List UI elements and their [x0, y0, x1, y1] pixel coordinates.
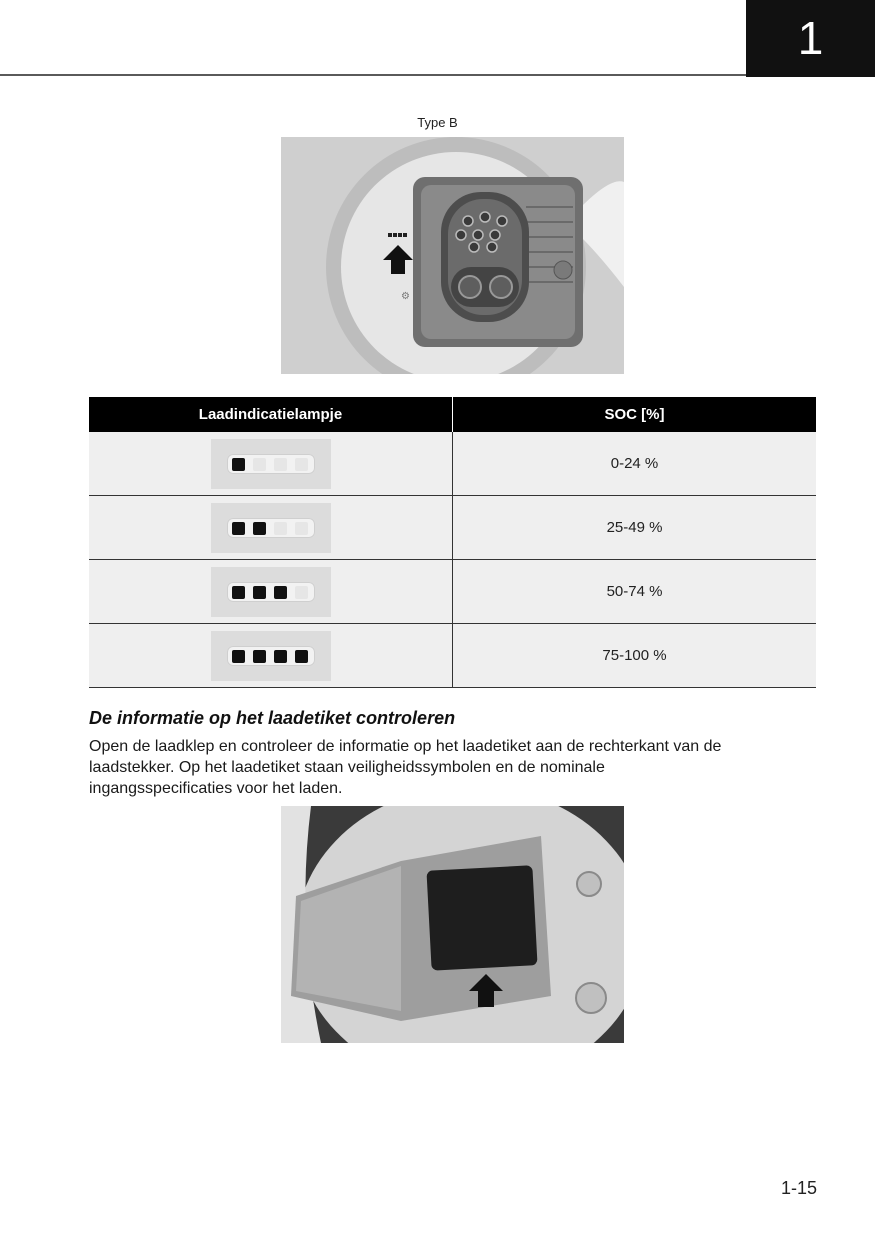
- soc-value: 25-49 %: [453, 496, 817, 560]
- page-number: 1-15: [780, 1178, 817, 1198]
- indicator-square: [253, 522, 266, 535]
- body-line: ingangsspecificaties voor het laden.: [89, 780, 343, 797]
- figure-caption: Type B: [417, 115, 458, 130]
- section-title: De informatie op het laadetiket controleren: [89, 708, 456, 728]
- table-row: [89, 624, 816, 688]
- soc-value: 75-100 %: [453, 624, 817, 688]
- chapter-tab: 1: [746, 0, 875, 77]
- indicator-square: [232, 458, 245, 471]
- soc-value: 0-24 %: [453, 432, 817, 496]
- indicator-square: [274, 586, 287, 599]
- table-row: [89, 560, 816, 624]
- column-header-indicator: Laadindicatielampje: [89, 397, 453, 432]
- indicator-square: [253, 586, 266, 599]
- indicator-square: [232, 522, 245, 535]
- indicator-square: [295, 650, 308, 663]
- indicator-square: [295, 522, 308, 535]
- table-row: [89, 496, 816, 560]
- charging-port-figure: [281, 137, 624, 374]
- charge-indicator-table: [89, 397, 816, 688]
- indicator-square: [295, 586, 308, 599]
- column-header-soc: SOC [%]: [453, 397, 817, 432]
- charge-indicator-lamp: [211, 567, 331, 617]
- body-line: laadstekker. Op het laadetiket staan veiligheidssymbolen en de nominale: [89, 759, 605, 776]
- soc-value: 50-74 %: [453, 560, 817, 624]
- section-body: [89, 736, 819, 799]
- indicator-square: [232, 586, 245, 599]
- indicator-square: [274, 522, 287, 535]
- charge-indicator-lamp: [211, 503, 331, 553]
- indicator-square: [253, 650, 266, 663]
- body-line: Open de laadklep en controleer de informatie op het laadetiket aan de rechterkant van de: [89, 738, 722, 755]
- indicator-square: [295, 458, 308, 471]
- indicator-square: [274, 650, 287, 663]
- svg-text:⚙: ⚙: [401, 291, 410, 302]
- charge-indicator-lamp: [211, 631, 331, 681]
- indicator-square: [253, 458, 266, 471]
- header-rule: [0, 74, 746, 76]
- charge-indicator-lamp: [211, 439, 331, 489]
- indicator-square: [274, 458, 287, 471]
- charging-label-figure: [281, 806, 624, 1043]
- indicator-square: [232, 650, 245, 663]
- table-row: [89, 432, 816, 496]
